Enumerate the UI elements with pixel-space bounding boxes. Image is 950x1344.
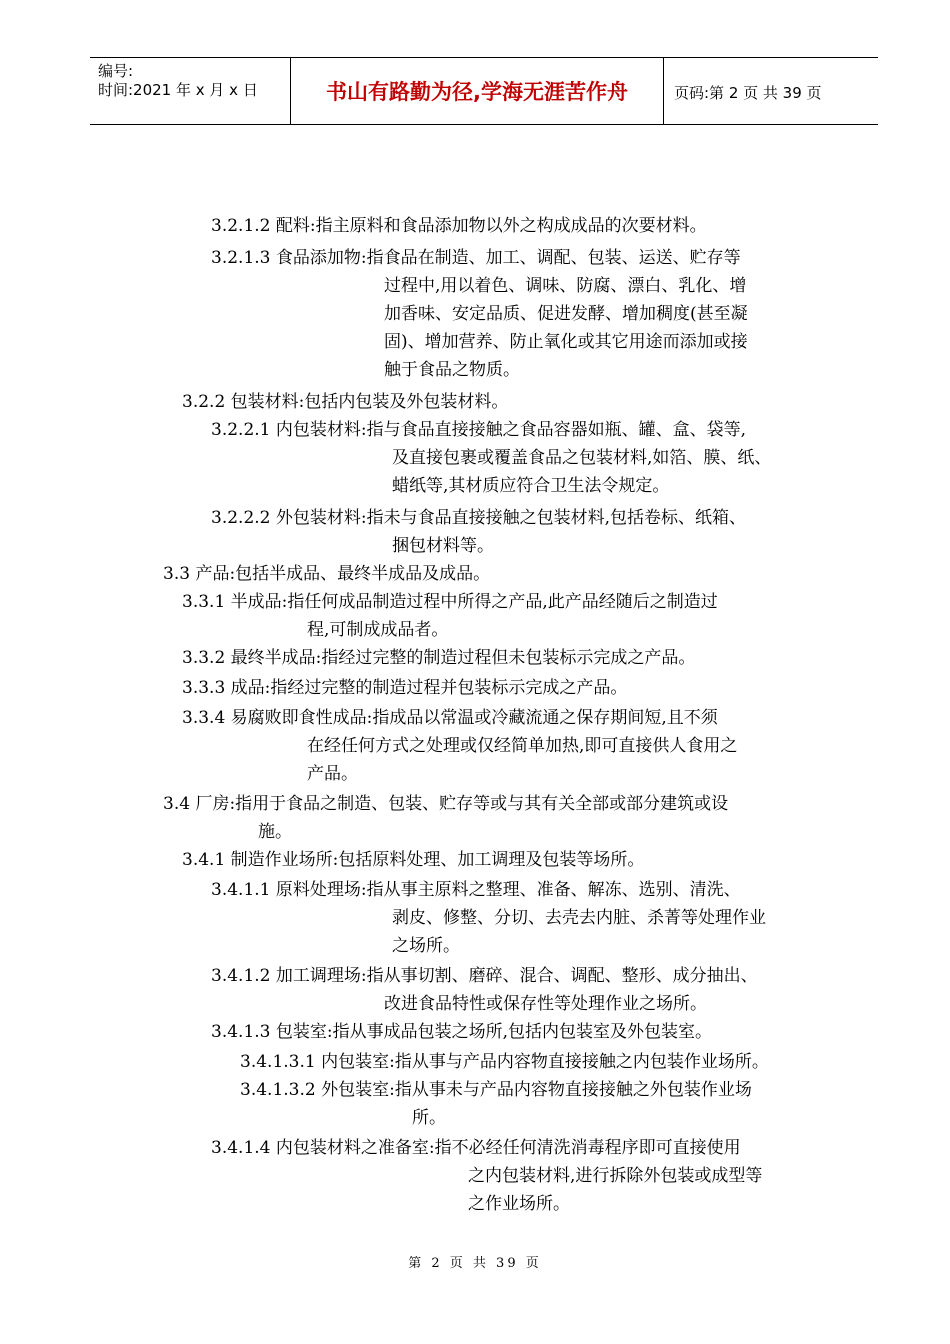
paragraph-3-3-3	[182, 674, 627, 702]
paragraph-lead: 3.2.1.2 配料:指主原料和食品添加物以外之构成成品的次要材料。	[211, 216, 707, 236]
paragraph-3-4-1-2	[211, 962, 758, 1018]
page-footer: 第 2 页 共 39 页	[408, 1256, 542, 1271]
paragraph-continuation: 产品。	[307, 764, 358, 784]
paragraph-continuation: 施。	[258, 822, 292, 842]
paragraph-lead: 3.2.2.1 内包装材料:指与食品直接接触之食品容器如瓶、罐、盒、袋等,	[211, 420, 747, 440]
paragraph-continuation: 之内包装材料,进行拆除外包装或成型等	[468, 1166, 763, 1186]
page-header	[90, 57, 878, 125]
paragraph-3-4	[163, 790, 728, 846]
paragraph-3-3-2	[182, 644, 695, 672]
paragraph-lead: 3.2.2.2 外包装材料:指未与食品直接接触之包装材料,包括卷标、纸箱、	[211, 508, 747, 528]
paragraph-3-2-2-1	[211, 416, 771, 500]
paragraph-lead: 3.3.2 最终半成品:指经过完整的制造过程但未包装标示完成之产品。	[182, 648, 696, 668]
paragraph-continuation: 及直接包裹或覆盖食品之包装材料,如箔、膜、纸、	[392, 448, 772, 468]
paragraph-lead: 3.4.1.1 原料处理场:指从事主原料之整理、准备、解冻、选别、清洗、	[211, 880, 741, 900]
paragraph-continuation: 改进食品特性或保存性等处理作业之场所。	[384, 994, 707, 1014]
paragraph-3-2-2	[182, 388, 508, 416]
paragraph-lead: 3.2.2 包装材料:包括内包装及外包装材料。	[182, 392, 509, 412]
header-motto-text: 书山有路勤为径,学海无涯苦作舟	[326, 80, 628, 104]
paragraph-continuation: 加香味、安定品质、促进发酵、增加稠度(甚至凝	[384, 304, 748, 324]
paragraph-3-4-1-1	[211, 876, 766, 960]
paragraph-3-2-1-3	[211, 244, 748, 384]
paragraph-lead: 3.4.1.3 包装室:指从事成品包装之场所,包括内包装室及外包装室。	[211, 1022, 713, 1042]
paragraph-3-3-4	[182, 704, 737, 788]
paragraph-continuation: 捆包材料等。	[392, 536, 494, 556]
paragraph-3-4-1	[182, 846, 644, 874]
paragraph-lead: 3.4 厂房:指用于食品之制造、包装、贮存等或与其有关全部或部分建筑或设	[163, 794, 729, 814]
paragraph-continuation: 在经任何方式之处理或仅经简单加热,即可直接供人食用之	[307, 736, 738, 756]
paragraph-continuation: 之作业场所。	[468, 1194, 570, 1214]
paragraph-lead: 3.3.3 成品:指经过完整的制造过程并包装标示完成之产品。	[182, 678, 628, 698]
header-meta	[98, 62, 258, 100]
paragraph-continuation: 蜡纸等,其材质应符合卫生法令规定。	[392, 476, 670, 496]
header-code-label: 编号:	[98, 62, 134, 80]
paragraph-3-4-1-3-2	[240, 1076, 752, 1132]
header-motto	[290, 58, 664, 124]
paragraph-lead: 3.4.1.3.1 内包装室:指从事与产品内容物直接接触之内包装作业场所。	[240, 1052, 769, 1072]
paragraph-lead: 3.3.1 半成品:指任何成品制造过程中所得之产品,此产品经随后之制造过	[182, 592, 718, 612]
paragraph-3-4-1-3-1	[240, 1048, 769, 1076]
paragraph-lead: 3.4.1.3.2 外包装室:指从事未与产品内容物直接接触之外包装作业场	[240, 1080, 752, 1100]
paragraph-3-4-1-4	[211, 1134, 762, 1218]
paragraph-continuation: 程,可制成成品者。	[307, 620, 449, 640]
paragraph-lead: 3.4.1.2 加工调理场:指从事切割、磨碎、混合、调配、整形、成分抽出、	[211, 966, 758, 986]
paragraph-continuation: 过程中,用以着色、调味、防腐、漂白、乳化、增	[384, 276, 747, 296]
paragraph-3-4-1-3	[211, 1018, 712, 1046]
header-time-label: 时间:2021 年 x 月 x 日	[98, 81, 258, 99]
paragraph-continuation: 固)、增加营养、防止氧化或其它用途而添加或接	[384, 332, 748, 352]
paragraph-lead: 3.3.4 易腐败即食性成品:指成品以常温或冷藏流通之保存期间短,且不须	[182, 708, 718, 728]
paragraph-lead: 3.4.1 制造作业场所:包括原料处理、加工调理及包装等场所。	[182, 850, 645, 870]
header-page-info: 页码:第 2 页 共 39 页	[674, 84, 822, 102]
paragraph-lead: 3.4.1.4 内包装材料之准备室:指不必经任何清洗消毒程序即可直接使用	[211, 1138, 741, 1158]
paragraph-3-2-1-2	[211, 212, 707, 240]
paragraph-3-3	[163, 560, 490, 588]
paragraph-continuation: 之场所。	[392, 936, 460, 956]
paragraph-continuation: 触于食品之物质。	[384, 360, 520, 380]
paragraph-3-2-2-2	[211, 504, 746, 560]
paragraph-lead: 3.3 产品:包括半成品、最终半成品及成品。	[163, 564, 491, 584]
paragraph-3-3-1	[182, 588, 718, 644]
paragraph-continuation: 剥皮、修整、分切、去壳去内脏、杀菁等处理作业	[392, 908, 766, 928]
paragraph-continuation: 所。	[412, 1108, 446, 1128]
paragraph-lead: 3.2.1.3 食品添加物:指食品在制造、加工、调配、包装、运送、贮存等	[211, 248, 741, 268]
